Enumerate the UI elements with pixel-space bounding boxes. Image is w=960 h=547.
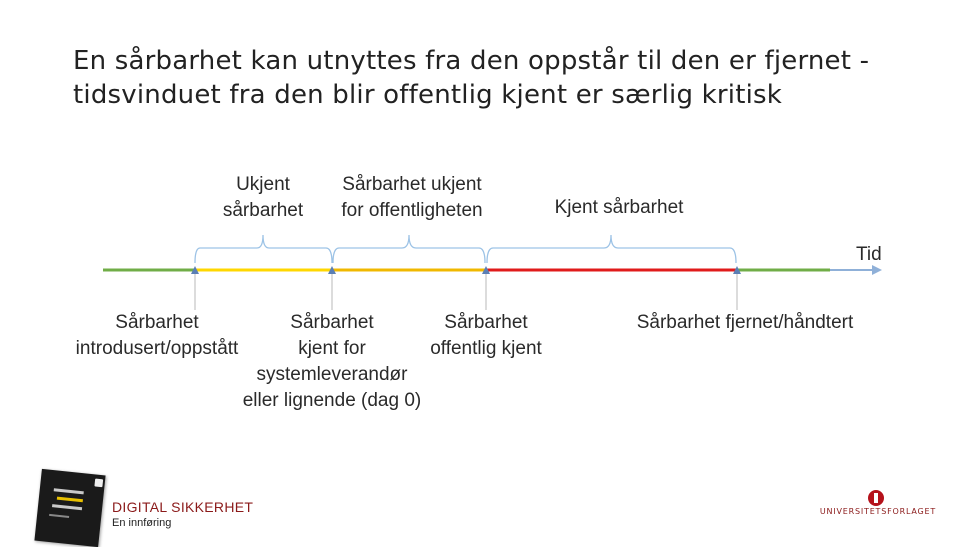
- book-title: DIGITAL SIKKERHET: [112, 499, 254, 515]
- brace-unknown: [195, 235, 332, 263]
- brace-known: [487, 235, 736, 263]
- book-subtitle: En innføring: [112, 517, 172, 529]
- timeline-arrowhead: [872, 265, 882, 275]
- event-label-introduced: Sårbarhet introdusert/oppstått: [75, 312, 239, 359]
- title-line-2: tidsvinduet fra den blir offentlig kjent er særlig kritisk: [73, 80, 783, 110]
- book-cover-image: [34, 469, 105, 547]
- axis-label: Tid: [856, 244, 882, 265]
- event-label-vendor-aware: Sårbarhet kjent for systemleverandør eller lignende (dag 0): [242, 312, 422, 411]
- publisher-name: UNIVERSITETSFORLAGET: [819, 507, 937, 516]
- label-undisclosed-vulnerability: Sårbarhet ukjent for offentligheten: [341, 174, 483, 221]
- publisher-logo: [818, 490, 938, 520]
- publisher-mark-icon: [868, 490, 884, 506]
- brace-undisclosed: [333, 235, 485, 263]
- label-unknown-vulnerability: Ukjent sårbarhet: [222, 174, 304, 221]
- label-known-vulnerability: Kjent sårbarhet: [554, 197, 684, 218]
- event-marker-1: [191, 266, 199, 310]
- event-label-public: Sårbarhet offentlig kjent: [430, 312, 542, 359]
- event-marker-2: [328, 266, 336, 310]
- title-line-1: En sårbarhet kan utnyttes fra den oppstår til den er fjernet -: [73, 46, 870, 76]
- event-marker-3: [482, 266, 490, 310]
- event-label-fixed: Sårbarhet fjernet/håndtert: [636, 312, 854, 333]
- event-marker-4: [733, 266, 741, 310]
